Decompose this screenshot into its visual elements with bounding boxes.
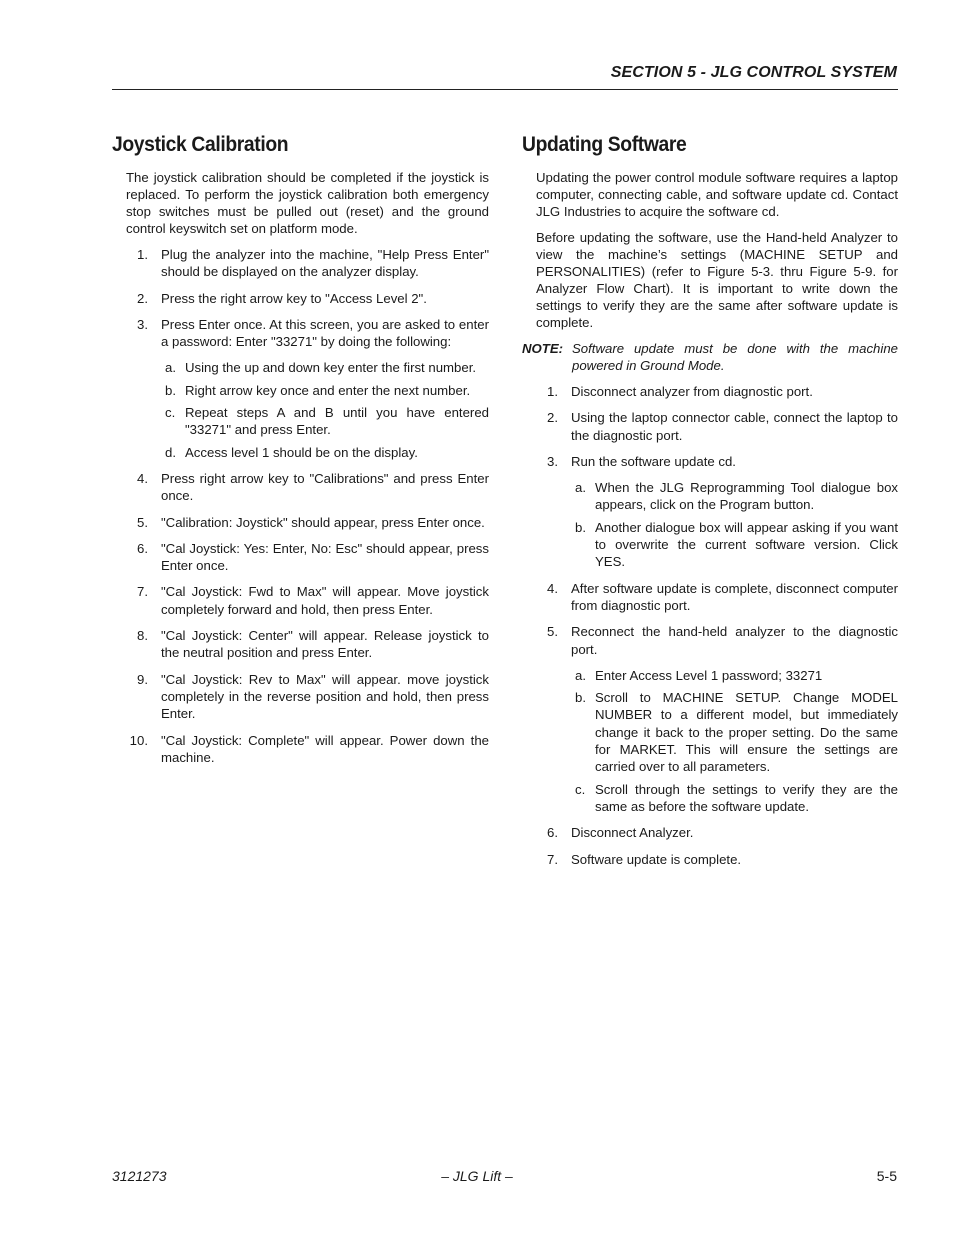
step-number: 5. <box>137 514 148 530</box>
note-block <box>522 340 898 374</box>
joystick-calibration-intro: The joystick calibration should be completed if the joystick is replaced. To perform the joystick calibration both emergency stop switches must be pulled out (reset) and the ground control keyswitch set on platform mode. <box>126 170 489 236</box>
updating-software-steps <box>522 383 898 868</box>
step-text: "Calibration: Joystick" should appear, press Enter once. <box>161 514 485 530</box>
step-text: Disconnect Analyzer. <box>571 825 694 841</box>
substep-text: Another dialogue box will appear asking if you want to overwrite the current software version. Click YES. <box>595 519 898 570</box>
substep-item <box>571 781 898 816</box>
step-number: 3. <box>137 316 148 332</box>
step-number: 2. <box>137 290 148 306</box>
step-text: "Cal Joystick: Complete" will appear. Power down the machine. <box>161 732 489 765</box>
step-text: "Cal Joystick: Rev to Max" will appear. move joystick completely in the reverse position and hold, then press Enter. <box>161 671 489 722</box>
substep-item <box>161 444 489 461</box>
step-text: Software update is complete. <box>571 851 742 867</box>
step-item <box>522 453 898 571</box>
step-number: 3. <box>547 453 558 469</box>
joystick-calibration-steps <box>112 246 489 766</box>
substep-letter: a. <box>575 480 586 496</box>
section-title: SECTION 5 - JLG CONTROL SYSTEM <box>610 64 897 81</box>
step-text: Disconnect analyzer from diagnostic port. <box>571 384 813 399</box>
step-number: 7. <box>137 584 148 600</box>
step-text: "Cal Joystick: Yes: Enter, No: Esc" should appear, press Enter once. <box>161 540 489 574</box>
step-number: 6. <box>137 540 148 556</box>
header-divider <box>112 89 898 90</box>
step-number: 4. <box>137 470 148 486</box>
substep-list <box>571 479 898 570</box>
substep-item <box>571 479 898 514</box>
substep-item <box>571 519 898 571</box>
step-item <box>522 824 898 841</box>
updating-software-paragraph-2: Before updating the software, use the Hand-held Analyzer to view the machine’s settings (MACHINE SETUP and PERSONALITIES) (refer to Figure 5-3. thru Figure 5-9. for Analyzer Flow Chart). It is important to write down the settings to verify they are the same after software update is complete. <box>536 230 898 330</box>
step-text: Press Enter once. At this screen, you are asked to enter a password: Enter "33271" by doing the following: <box>161 316 489 350</box>
step-item <box>112 246 489 281</box>
substep-letter: b. <box>165 382 176 398</box>
step-item <box>112 470 489 505</box>
page-number: 5-5 <box>876 1168 897 1184</box>
step-text: Press the right arrow key to "Access Level 2". <box>161 290 427 306</box>
note-text: Software update must be done with the machine powered in Ground Mode. <box>572 341 898 373</box>
substep-item <box>161 404 489 439</box>
substep-text: Scroll to MACHINE SETUP. Change MODEL NUMBER to a different model, but immediately change it back to the proper setting. Do the same for MARKET. This will ensure the settings are carried over to all parameters. <box>595 690 898 775</box>
step-item <box>112 732 489 767</box>
step-item <box>522 851 898 868</box>
substep-item <box>161 359 489 376</box>
document-number: 3121273 <box>112 1168 167 1184</box>
step-number: 1. <box>547 384 558 399</box>
substep-list <box>161 359 489 460</box>
step-text: "Cal Joystick: Fwd to Max" will appear. Move joystick completely forward and hold, then press Enter. <box>161 584 489 617</box>
substep-text: Scroll through the settings to verify they are the same as before the software update. <box>595 781 898 814</box>
step-text: Using the laptop connector cable, connect the laptop to the diagnostic port. <box>571 410 898 443</box>
step-number: 8. <box>137 628 148 644</box>
substep-text: Right arrow key once and enter the next number. <box>185 382 471 398</box>
step-item <box>112 290 489 307</box>
step-number: 6. <box>547 825 558 841</box>
step-item <box>112 627 489 662</box>
substep-letter: b. <box>575 690 586 706</box>
step-text: Plug the analyzer into the machine, "Help Press Enter" should be displayed on the analyzer display. <box>161 247 489 280</box>
step-number: 4. <box>547 580 558 596</box>
step-text: Press right arrow key to "Calibrations" and press Enter once. <box>161 470 489 504</box>
substep-item <box>571 689 898 775</box>
substep-text: Using the up and down key enter the first number. <box>185 360 477 376</box>
substep-list <box>571 667 898 815</box>
updating-software-heading: Updating Software <box>522 133 687 156</box>
note-label: NOTE: <box>522 341 564 356</box>
substep-text: Access level 1 should be on the display. <box>185 444 418 460</box>
step-number: 5. <box>547 624 558 640</box>
step-text: Reconnect the hand-held analyzer to the diagnostic port. <box>571 624 898 657</box>
substep-text: Enter Access Level 1 password; 33271 <box>595 667 823 683</box>
step-item <box>522 383 898 400</box>
step-text: After software update is complete, disconnect computer from diagnostic port. <box>571 580 898 613</box>
substep-letter: b. <box>575 519 586 535</box>
substep-item <box>161 382 489 399</box>
updating-software-paragraph-1: Updating the power control module software requires a laptop computer, connecting cable, and software update cd. Contact JLG Industries to acquire the software cd. <box>536 170 898 219</box>
step-item <box>112 671 489 723</box>
step-number: 7. <box>547 851 558 867</box>
step-number: 9. <box>137 671 148 687</box>
step-item <box>112 540 489 575</box>
step-number: 2. <box>547 410 558 426</box>
footer-brand: – JLG Lift – <box>441 1168 513 1184</box>
step-number: 10. <box>129 732 148 748</box>
joystick-calibration-heading: Joystick Calibration <box>112 133 289 156</box>
joystick-calibration-column <box>112 133 489 775</box>
updating-software-column <box>522 133 898 877</box>
substep-letter: a. <box>575 667 586 683</box>
substep-item <box>571 667 898 684</box>
step-item <box>112 514 489 531</box>
substep-text: When the JLG Reprogramming Tool dialogue box appears, click on the Program button. <box>595 480 898 513</box>
step-item <box>522 409 898 444</box>
step-text: "Cal Joystick: Center" will appear. Release joystick to the neutral position and press Enter. <box>161 628 489 661</box>
step-item <box>112 316 489 461</box>
substep-letter: a. <box>165 360 176 376</box>
step-item <box>522 580 898 615</box>
step-item <box>522 623 898 815</box>
substep-letter: c. <box>165 405 176 421</box>
step-number: 1. <box>137 247 148 262</box>
step-text: Run the software update cd. <box>571 453 736 469</box>
substep-letter: c. <box>575 781 586 797</box>
step-item <box>112 583 489 618</box>
substep-text: Repeat steps A and B until you have entered "33271" and press Enter. <box>185 405 489 438</box>
substep-letter: d. <box>165 444 176 460</box>
